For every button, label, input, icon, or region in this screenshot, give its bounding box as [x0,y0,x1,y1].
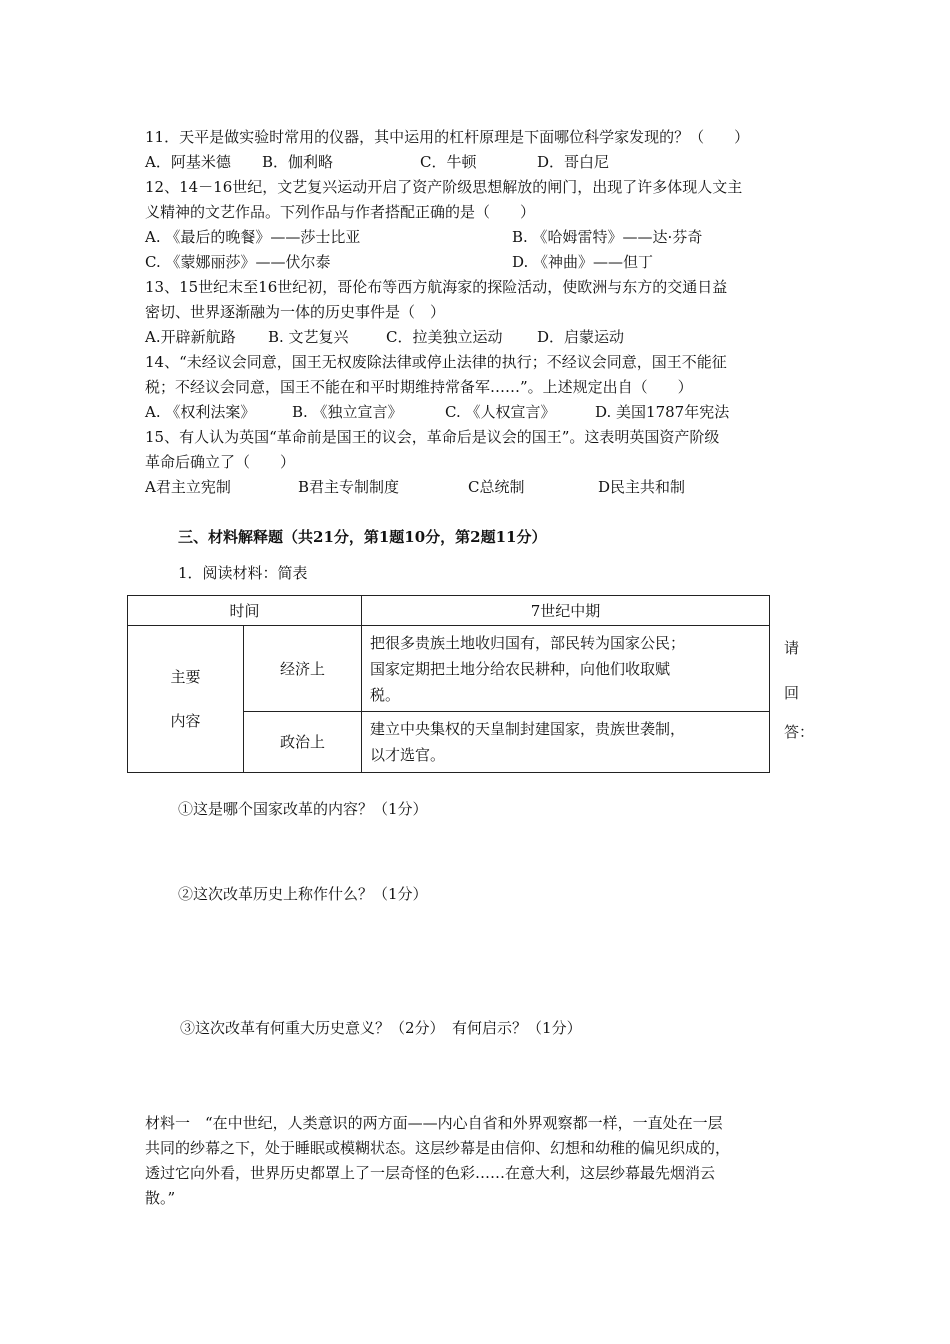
politics-line-1: 建立中央集权的天皇制封建国家，贵族世袭制， [370,720,686,738]
q13-option-d: D．启蒙运动 [537,328,625,346]
q11-option-c: C．牛顿 [420,153,477,171]
table-header-row [128,596,770,626]
question-13-line-2: 密切、世界逐渐融为一体的历史事件是（ ） [145,303,446,321]
q13-option-b: B. 文艺复兴 [268,328,349,346]
material-1-line-3: 透过它向外看，世界历史都罩上了一层奇怪的色彩……在意大利，这层纱幕最先烟消云 [145,1164,716,1182]
section-3-heading: 三、材料解释题（共21分，第1题10分，第2题11分） [178,528,547,546]
economy-label: 经济上 [244,626,362,712]
q13-option-a: A.开辟新航路 [145,328,236,346]
q14-option-c: C. 《人权宣言》 [445,403,556,421]
header-time: 时间 [128,596,362,626]
q15-option-d: D民主共和制 [598,478,686,496]
q12-option-a: A. 《最后的晚餐》——莎士比亚 [145,228,361,246]
q15-option-a: A君主立宪制 [145,478,231,496]
q14-option-a: A. 《权利法案》 [145,403,256,421]
q11-option-b: B．伽利略 [262,153,334,171]
question-14-line-2: 税；不经议会同意，国王不能在和平时期维持常备军……”。上述规定出自（ ） [145,378,693,396]
q14-option-b: B. 《独立宣言》 [292,403,403,421]
economy-content [362,626,770,712]
question-11-text: 11．天平是做实验时常用的仪器，其中运用的杠杆原理是下面哪位科学家发现的？（ ） [145,128,750,146]
sub-question-3: ③这次改革有何重大历史意义？（2分） 有何启示？（1分） [180,1019,582,1037]
item-1-intro: 1．阅读材料：简表 [178,564,308,582]
q13-option-c: C．拉美独立运动 [386,328,503,346]
sub-question-2: ②这次改革历史上称作什么？（1分） [178,885,428,903]
question-15-line-1: 15、有人认为英国“革命前是国王的议会，革命后是议会的国王”。这表明英国资产阶级 [145,428,720,446]
material-1-line-1: 材料一 “在中世纪，人类意识的两方面——内心自省和外界观察都一样，一直处在一层 [145,1114,723,1132]
q12-option-d: D. 《神曲》——但丁 [512,253,654,271]
economy-line-3: 税。 [370,685,401,704]
header-period: 7世纪中期 [362,596,770,626]
q11-option-a: A．阿基米德 [145,153,231,171]
q11-option-d: D．哥白尼 [537,153,610,171]
question-12-line-2: 义精神的文艺作品。下列作品与作者搭配正确的是（ ） [145,203,536,221]
q14-option-d: D. 美国1787年宪法 [595,403,730,421]
q12-option-b: B. 《哈姆雷特》——达·芬奇 [512,228,703,246]
row-label-line-1: 主要 [170,668,201,686]
economy-line-1: 把很多贵族土地收归国有，部民转为国家公民； [370,633,686,652]
side-text-3: 答： [784,723,815,741]
material-1-line-2: 共同的纱幕之下，处于睡眠或模糊状态。这层纱幕是由信仰、幻想和幼稚的偏见织成的， [145,1139,731,1157]
table-row-economy [128,626,770,712]
q15-option-c: C总统制 [468,478,525,496]
question-13-line-1: 13、15世纪末至16世纪初，哥伦布等西方航海家的探险活动，使欧洲与东方的交通日益 [145,278,728,296]
side-text-1: 请 [784,639,800,657]
sub-question-1: ①这是哪个国家改革的内容？（1分） [178,800,428,818]
politics-content [362,712,770,773]
row-label-main-content [128,626,244,773]
politics-line-2: 以才选官。 [370,746,446,764]
question-15-line-2: 革命后确立了（ ） [145,453,296,471]
row-label-line-2: 内容 [170,712,201,730]
q12-option-c: C. 《蒙娜丽莎》——伏尔泰 [145,253,331,271]
politics-label: 政治上 [244,712,362,773]
q15-option-b: B君主专制制度 [298,478,400,496]
material-1-line-4: 散。” [145,1189,176,1207]
question-14-line-1: 14、“未经议会同意，国王无权废除法律或停止法律的执行；不经议会同意，国王不能征 [145,353,727,371]
economy-line-2: 国家定期把土地分给农民耕种，向他们收取赋 [370,659,671,678]
question-12-line-1: 12、14－16世纪，文艺复兴运动开启了资产阶级思想解放的闸门，出现了许多体现人文主 [145,178,743,196]
side-text-2: 回 [784,684,800,702]
reform-summary-table [127,595,770,773]
